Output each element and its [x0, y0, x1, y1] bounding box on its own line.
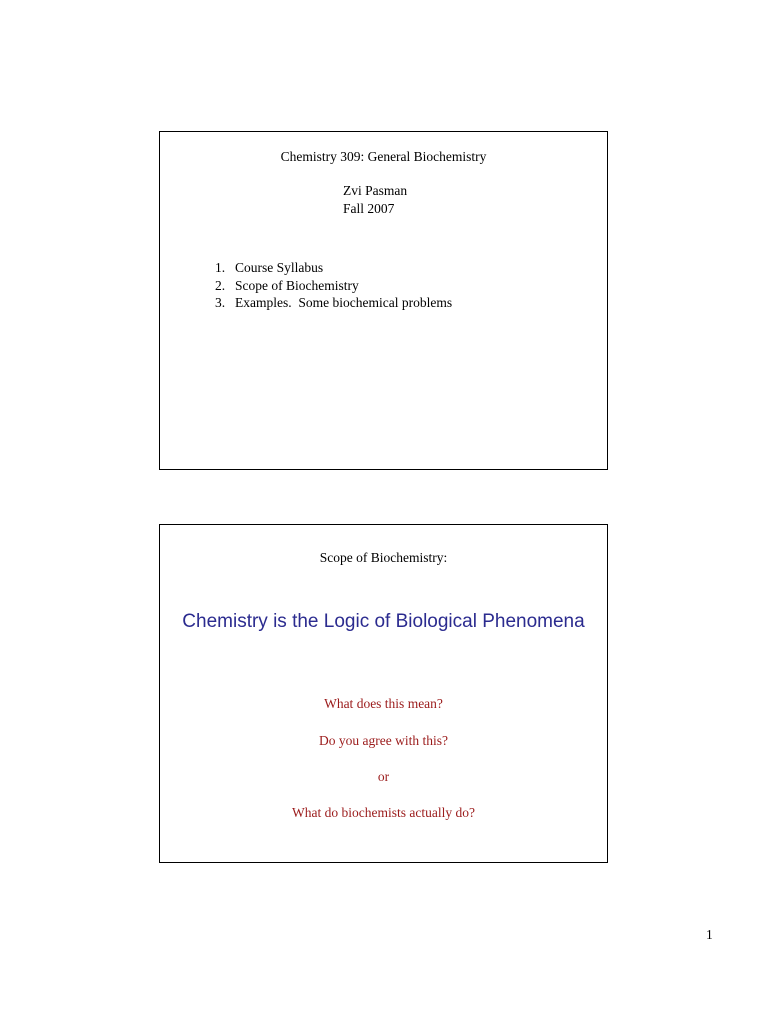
question-3: What do biochemists actually do? [292, 805, 475, 820]
page-number: 1 [706, 927, 713, 942]
question-connector: or [377, 769, 390, 784]
list-item [215, 277, 452, 295]
slide-1 [159, 131, 608, 470]
slide-2-heading: Scope of Biochemistry: [319, 550, 448, 565]
list-item-text: Examples. Some biochemical problems [235, 295, 453, 310]
list-item-text: Course Syllabus [235, 260, 324, 275]
slide-1-author: Zvi Pasman [343, 183, 408, 198]
list-item-text: Scope of Biochemistry [235, 277, 359, 293]
list-item [215, 259, 452, 277]
question-1: What does this mean? [324, 696, 443, 711]
question-2: Do you agree with this? [319, 733, 448, 748]
list-item-number: 3. [215, 295, 226, 310]
list-item-number: 1. [215, 260, 226, 275]
outline-list [215, 259, 452, 312]
slide-2-headline: Chemistry is the Logic of Biological Phenomena [182, 611, 585, 632]
list-item-number: 2. [215, 277, 226, 293]
slide-2 [159, 524, 608, 863]
slide-1-title: Chemistry 309: General Biochemistry [280, 149, 487, 164]
slide-1-term: Fall 2007 [343, 201, 395, 216]
list-item [215, 294, 452, 312]
